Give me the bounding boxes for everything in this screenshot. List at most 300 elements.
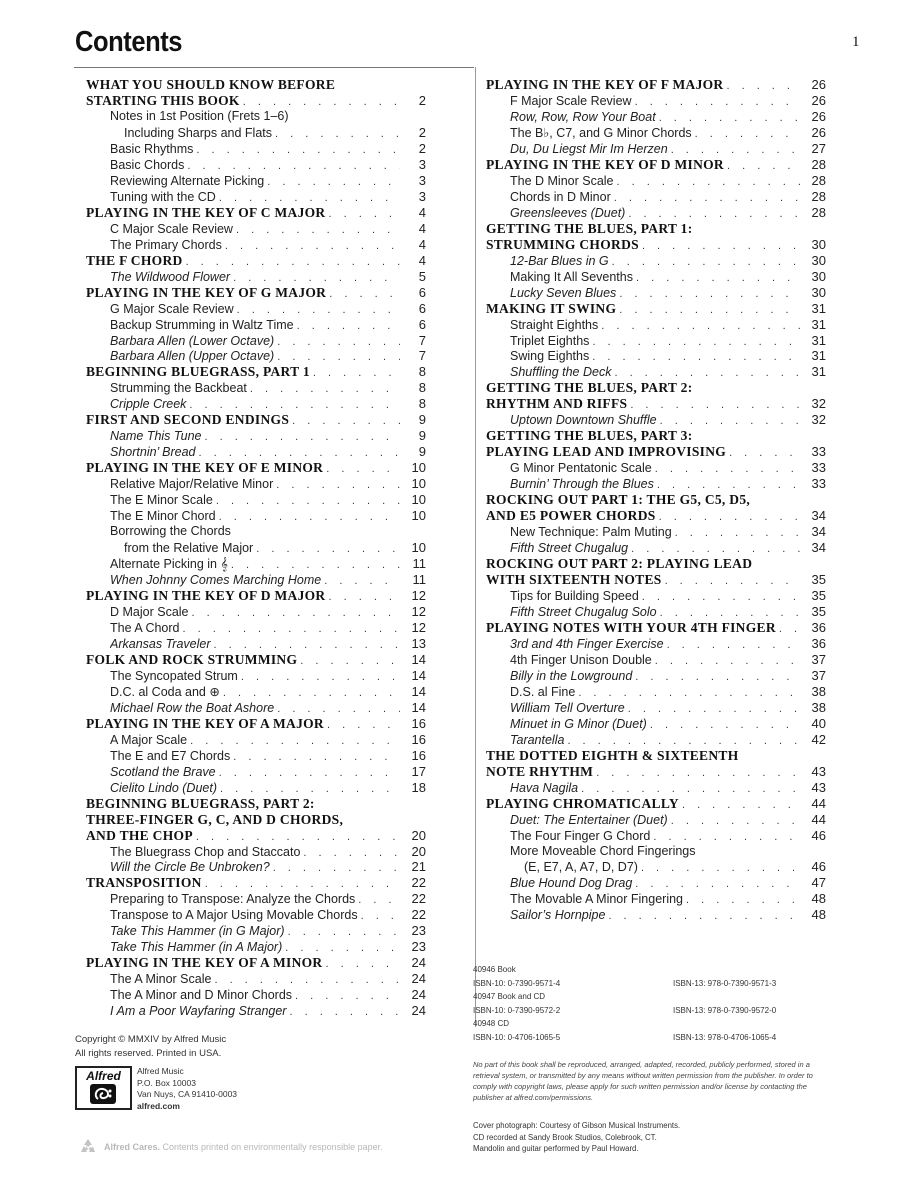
publisher-website: alfred.com (137, 1100, 180, 1111)
isbn-13: ISBN-13: 978-0-4706-1065-4 (673, 1032, 777, 1042)
toc-section-entry (486, 748, 826, 780)
toc-page-number: 7 (418, 332, 426, 348)
toc-page-number: 38 (811, 699, 826, 715)
toc-entry-title-line: BEGINNING BLUEGRASS, PART 2: (86, 795, 315, 811)
toc-entry-title-line: GETTING THE BLUES, PART 3: (486, 428, 693, 444)
toc-entry-title: The Bluegrass Chop and Staccato (110, 844, 301, 859)
toc-page-number: 30 (811, 284, 826, 300)
dot-leader (324, 719, 400, 731)
toc-entry-title: from the Relative Major (124, 541, 254, 556)
dot-leader (183, 256, 400, 268)
toc-entry (486, 364, 826, 380)
toc-entry (86, 492, 426, 508)
toc-page-number: 42 (811, 731, 826, 747)
dot-leader (656, 112, 800, 124)
toc-page-number: 31 (811, 316, 826, 332)
dot-leader (625, 703, 800, 715)
toc-entry-title-line: THREE-FINGER G, C, AND D CHORDS, (86, 811, 344, 827)
dot-leader (614, 176, 800, 188)
toc-entry-title: Alternate Picking in 𝄞 (110, 557, 228, 572)
toc-entry (86, 476, 426, 492)
dot-leader (625, 208, 800, 220)
toc-entry (86, 221, 426, 237)
toc-entry (86, 269, 426, 285)
toc-entry (486, 716, 826, 732)
toc-section-entry (486, 620, 826, 636)
dot-leader (589, 336, 800, 348)
toc-entry-title: G Major Scale Review (110, 301, 234, 316)
toc-section-entry (86, 588, 426, 604)
dot-leader (325, 591, 400, 603)
toc-entry-title: The A Chord (110, 620, 180, 635)
toc-entry-title: Arkansas Traveler (110, 636, 211, 651)
isbn-edition-label: 40947 Book and CD (473, 992, 546, 1001)
toc-entry-title: The E and E7 Chords (110, 748, 231, 763)
toc-page-number: 12 (411, 619, 426, 635)
toc-entry-title: The D Minor Scale (510, 173, 614, 188)
isbn-edition-label: 40946 Book (473, 965, 516, 974)
toc-page-number: 23 (411, 923, 426, 939)
toc-page-number: 2 (418, 140, 426, 156)
toc-entry (486, 652, 826, 668)
toc-entry (86, 636, 426, 652)
toc-page-number: 28 (811, 204, 826, 220)
toc-entry-title: The A Minor Scale (110, 972, 212, 987)
dot-leader (593, 767, 800, 779)
toc-page-number: 44 (811, 795, 826, 811)
toc-section-entry (86, 77, 426, 109)
legal-notice: No part of this book shall be reproduced, arranged, adapted, recorded, publicly performed, stored in a retrieval system, or transmitted by any means without written permission from the publisher. In order to comply with copyright laws, please apply for such written permission and/or license by contacting the publisher at alfred.com/permissions. (473, 1060, 813, 1102)
column-divider (475, 67, 476, 1027)
toc-section-entry (86, 796, 426, 844)
toc-entry (86, 109, 426, 141)
dot-leader (662, 575, 800, 587)
toc-entry (86, 748, 426, 764)
dot-leader (575, 687, 800, 699)
toc-section-entry (86, 716, 426, 732)
toc-page-number: 14 (411, 683, 426, 699)
toc-entry (486, 668, 826, 684)
toc-page-number: 8 (418, 396, 426, 412)
dot-leader (187, 735, 400, 747)
toc-entry-title: Uptown Downtown Shuffle (510, 413, 657, 428)
toc-page-number: 18 (411, 779, 426, 795)
toc-page-number: 2 (418, 124, 426, 140)
toc-entry (86, 1003, 426, 1019)
dot-leader (321, 575, 400, 587)
toc-entry (86, 524, 426, 556)
dot-leader (326, 288, 400, 300)
toc-page-number: 31 (811, 364, 826, 380)
toc-page-number: 11 (412, 572, 426, 588)
toc-page-number: 4 (418, 204, 426, 220)
toc-page-number: 20 (411, 827, 426, 843)
isbn-list (473, 963, 813, 1044)
toc-entry (86, 189, 426, 205)
toc-section-entry (486, 428, 826, 460)
dot-leader (274, 336, 400, 348)
toc-entry (86, 157, 426, 173)
isbn-10: ISBN-10: 0-7390-9571-4 (473, 978, 561, 988)
dot-leader (647, 719, 800, 731)
toc-section-entry (86, 205, 426, 221)
dot-leader (628, 543, 800, 555)
dot-leader (273, 479, 400, 491)
toc-page-number: 14 (411, 699, 426, 715)
toc-entry-title: Take This Hammer (in A Major) (110, 940, 283, 955)
dot-leader (657, 607, 800, 619)
toc-entry (86, 556, 426, 572)
isbn-number-row (473, 977, 813, 991)
dot-leader (616, 288, 800, 300)
toc-page-number: 32 (811, 396, 826, 412)
toc-page-number: 16 (411, 747, 426, 763)
toc-entry-title: Michael Row the Boat Ashore (110, 700, 275, 715)
toc-entry-title-line: GETTING THE BLUES, PART 2: (486, 380, 693, 396)
toc-entry-title: Cielito Lindo (Duet) (110, 780, 217, 795)
toc-entry (486, 109, 826, 125)
dot-leader (664, 639, 800, 651)
toc-entry-title: Take This Hammer (in G Major) (110, 924, 285, 939)
toc-page-number: 37 (811, 651, 826, 667)
dot-leader (672, 527, 800, 539)
toc-entry (486, 125, 826, 141)
dot-leader (282, 942, 400, 954)
toc-entry (86, 508, 426, 524)
toc-entry-title: A Major Scale (110, 732, 188, 747)
isbn-number-row (473, 1004, 813, 1018)
dot-leader (323, 958, 401, 970)
toc-entry-title: AND E5 POWER CHORDS (486, 508, 656, 524)
toc-page-number: 43 (811, 763, 826, 779)
page-title: Contents (75, 26, 183, 58)
toc-section-entry (86, 253, 426, 269)
dot-leader (639, 591, 800, 603)
isbn-13: ISBN-13: 978-0-7390-9571-3 (673, 978, 777, 988)
toc-entry-title: Reviewing Alternate Picking (110, 173, 265, 188)
toc-entry-title: C Major Scale Review (110, 221, 233, 236)
toc-entry-title: MAKING IT SWING (486, 300, 617, 316)
toc-entry-title: Will the Circle Be Unbroken? (110, 860, 270, 875)
toc-page-number: 48 (811, 891, 826, 907)
toc-entry-title: PLAYING IN THE KEY OF E MINOR (86, 460, 324, 476)
toc-entry-title: Shortnin’ Bread (110, 445, 196, 460)
toc-page-number: 34 (811, 524, 826, 540)
toc-entry-title: New Technique: Palm Muting (510, 525, 672, 540)
toc-entry (86, 604, 426, 620)
toc-entry-title-line: GETTING THE BLUES, PART 1: (486, 220, 693, 236)
toc-entry (86, 971, 426, 987)
dot-leader (272, 128, 400, 140)
publisher-name: Alfred Music (137, 1066, 184, 1076)
toc-entry (86, 939, 426, 955)
toc-entry (86, 141, 426, 157)
toc-page-number: 47 (811, 875, 826, 891)
toc-page-number: 26 (811, 108, 826, 124)
toc-entry-title: The Primary Chords (110, 237, 222, 252)
toc-section-entry (486, 221, 826, 253)
credits (473, 1120, 818, 1155)
toc-entry (486, 540, 826, 556)
toc-page-number: 24 (411, 987, 426, 1003)
dot-leader (286, 1006, 400, 1018)
toc-entry-title: RHYTHM AND RIFFS (486, 396, 628, 412)
toc-entry (86, 987, 426, 1003)
dot-leader (723, 80, 800, 92)
page-number: 1 (852, 34, 860, 50)
toc-entry-title: Backup Strumming in Waltz Time (110, 317, 294, 332)
toc-entry (486, 875, 826, 891)
toc-page-number: 26 (811, 92, 826, 108)
dot-leader (325, 208, 400, 220)
toc-entry-title: STARTING THIS BOOK (86, 92, 240, 108)
toc-entry (486, 173, 826, 189)
dot-leader (216, 767, 400, 779)
toc-entry-title: TRANSPOSITION (86, 875, 202, 891)
toc-page-number: 28 (811, 188, 826, 204)
toc-page-number: 6 (418, 284, 426, 300)
dot-leader (605, 910, 800, 922)
toc-entry-title: I Am a Poor Wayfaring Stranger (110, 1004, 287, 1019)
toc-page-number: 36 (811, 635, 826, 651)
toc-section-entry (86, 460, 426, 476)
dot-leader (240, 96, 400, 108)
toc-entry (486, 732, 826, 748)
toc-page-number: 13 (411, 635, 426, 651)
toc-entry (486, 907, 826, 923)
toc-entry (86, 891, 426, 907)
toc-entry-title: The Movable A Minor Fingering (510, 892, 684, 907)
dot-leader (598, 320, 800, 332)
toc-entry (86, 684, 426, 700)
dot-leader (234, 304, 400, 316)
dot-leader (292, 990, 400, 1002)
toc-entry (86, 859, 426, 875)
toc-entry-title: Burnin’ Through the Blues (510, 477, 654, 492)
toc-entry-title-line: ROCKING OUT PART 1: THE G5, C5, D5, (486, 492, 751, 508)
toc-entry (486, 141, 826, 157)
dot-leader (195, 447, 400, 459)
toc-page-number: 17 (411, 763, 426, 779)
toc-entry-title: Tuning with the CD (110, 189, 216, 204)
recycle-icon (78, 1137, 98, 1157)
toc-entry (486, 348, 826, 364)
toc-page-number: 34 (811, 508, 826, 524)
toc-entry-title: PLAYING IN THE KEY OF G MAJOR (86, 284, 327, 300)
toc-entry-title: Name This Tune (110, 429, 202, 444)
toc-entry-title: The E Minor Chord (110, 509, 216, 524)
isbn-10: ISBN-10: 0-7390-9572-2 (473, 1005, 561, 1015)
toc-page-number: 46 (811, 827, 826, 843)
toc-entry-title: Cripple Creek (110, 397, 187, 412)
dot-leader (253, 543, 400, 555)
toc-entry (86, 923, 426, 939)
toc-page-number: 16 (411, 715, 426, 731)
toc-page-number: 46 (811, 859, 826, 875)
toc-page-number: 31 (811, 348, 826, 364)
toc-entry (486, 780, 826, 796)
toc-page-number: 8 (418, 380, 426, 396)
toc-entry-title: 3rd and 4th Finger Exercise (510, 636, 664, 651)
toc-entry (486, 333, 826, 349)
toc-entry-title-line: Borrowing the Chords (110, 524, 231, 539)
dot-leader (652, 463, 800, 475)
toc-page-number: 6 (418, 300, 426, 316)
toc-section-entry (486, 492, 826, 524)
toc-page-number: 10 (411, 540, 426, 556)
toc-entry-title: PLAYING IN THE KEY OF A MAJOR (86, 715, 324, 731)
toc-page-number: 38 (811, 683, 826, 699)
toc-entry (486, 891, 826, 907)
toc-entry-title: Hava Nagila (510, 780, 579, 795)
toc-page-number: 30 (811, 268, 826, 284)
dot-leader (589, 351, 800, 363)
toc-entry (486, 700, 826, 716)
dot-leader (294, 320, 400, 332)
toc-entry (486, 412, 826, 428)
toc-page-number: 2 (418, 92, 426, 108)
toc-entry-title: The Four Finger G Chord (510, 828, 651, 843)
dot-leader (211, 974, 400, 986)
toc-section-entry (86, 364, 426, 380)
toc-entry-title: PLAYING LEAD AND IMPROVISING (486, 444, 727, 460)
toc-page-number: 43 (811, 779, 826, 795)
toc-section-entry (86, 285, 426, 301)
toc-entry-title: F Major Scale Review (510, 93, 632, 108)
toc-page-number: 26 (811, 77, 826, 92)
toc-entry-title-line: More Moveable Chord Fingerings (510, 843, 696, 858)
toc-page-number: 35 (811, 603, 826, 619)
toc-page-number: 3 (418, 188, 426, 204)
dot-leader (216, 511, 400, 523)
toc-page-number: 9 (418, 444, 426, 460)
toc-entry (486, 253, 826, 269)
toc-entry (486, 205, 826, 221)
toc-page-number: 31 (811, 332, 826, 348)
dot-leader (270, 862, 400, 874)
toc-page-number: 34 (811, 540, 826, 556)
clef-logo-icon (89, 1083, 117, 1105)
isbn-13: ISBN-13: 978-0-7390-9572-0 (673, 1005, 777, 1015)
toc-entry-title: PLAYING IN THE KEY OF C MAJOR (86, 204, 326, 220)
toc-entry-title: D.C. al Coda and ⊕ (110, 684, 220, 699)
dot-leader (632, 671, 800, 683)
toc-entry-title: FIRST AND SECOND ENDINGS (86, 412, 290, 428)
toc-page-number: 33 (811, 460, 826, 476)
dot-leader (616, 304, 800, 316)
toc-page-number: 14 (411, 667, 426, 683)
toc-entry-title: Straight Eighths (510, 317, 599, 332)
toc-entry-title: Including Sharps and Flats (124, 125, 273, 140)
toc-entry-title-line: WHAT YOU SHOULD KNOW BEFORE (86, 77, 336, 92)
toc-page-number: 24 (411, 1003, 426, 1019)
toc-page-number: 22 (411, 891, 426, 907)
toc-page-number: 9 (418, 428, 426, 444)
toc-entry-title: Sailor’s Hornpipe (510, 908, 606, 923)
toc-section-entry (486, 157, 826, 173)
toc-entry (86, 844, 426, 860)
toc-entry-title: Scotland the Brave (110, 764, 216, 779)
toc-entry-title: PLAYING IN THE KEY OF D MINOR (486, 156, 724, 172)
toc-entry-title: The Wildwood Flower (110, 269, 231, 284)
toc-page-number: 35 (811, 588, 826, 603)
toc-entry (486, 524, 826, 540)
toc-page-number: 4 (418, 252, 426, 268)
copyright-line: Copyright © MMXIV by Alfred Music (75, 1034, 227, 1045)
toc-section-entry (86, 955, 426, 971)
dot-leader (652, 655, 800, 667)
toc-page-number: 14 (411, 651, 426, 667)
dot-leader (247, 383, 400, 395)
toc-page-number: 24 (411, 971, 426, 987)
dot-leader (297, 655, 400, 667)
toc-entry (486, 269, 826, 285)
dot-leader (193, 831, 400, 843)
toc-entry (486, 828, 826, 844)
toc-entry (486, 460, 826, 476)
toc-entry (86, 572, 426, 588)
toc-page-number: 4 (418, 236, 426, 252)
toc-entry (86, 173, 426, 189)
toc-section-entry (86, 875, 426, 891)
toc-entry (486, 844, 826, 876)
publisher-city: Van Nuys, CA 91410-0003 (137, 1089, 238, 1099)
toc-section-entry (86, 652, 426, 668)
toc-page-number: 33 (811, 476, 826, 492)
toc-entry (86, 380, 426, 396)
toc-page-number: 4 (418, 220, 426, 236)
toc-page-number: 8 (418, 364, 426, 380)
dot-leader (657, 415, 800, 427)
toc-entry (86, 237, 426, 253)
toc-entry (486, 476, 826, 492)
dot-leader (668, 815, 800, 827)
toc-entry (86, 780, 426, 796)
toc-entry-title: PLAYING IN THE KEY OF A MINOR (86, 955, 323, 971)
toc-entry-title: Strumming the Backbeat (110, 381, 247, 396)
toc-entry-title: Basic Chords (110, 157, 185, 172)
toc-entry (486, 93, 826, 109)
toc-page-number: 6 (418, 316, 426, 332)
toc-section-entry (486, 301, 826, 317)
toc-entry-title: STRUMMING CHORDS (486, 236, 639, 252)
toc-page-number: 23 (411, 939, 426, 955)
toc-page-number: 48 (811, 907, 826, 923)
toc-page-number: 44 (811, 811, 826, 827)
toc-entry (86, 700, 426, 716)
dot-leader (222, 240, 400, 252)
dot-leader (228, 559, 400, 571)
toc-page-number: 5 (418, 268, 426, 284)
toc-entry-title: G Minor Pentatonic Scale (510, 461, 652, 476)
toc-page-number: 27 (811, 140, 826, 156)
dot-leader (310, 367, 400, 379)
dot-leader (238, 671, 400, 683)
toc-entry-title: The Syncopated Strum (110, 668, 238, 683)
toc-page-number: 24 (411, 955, 426, 971)
toc-entry-title: Basic Rhythms (110, 141, 194, 156)
dot-leader (609, 256, 800, 268)
toc-entry-title: Swing Eighths (510, 349, 590, 364)
alfred-logo (75, 1066, 132, 1110)
toc-entry-title: Preparing to Transpose: Analyze the Chords (110, 892, 356, 907)
toc-entry-title: BEGINNING BLUEGRASS, PART 1 (86, 364, 310, 380)
toc-entry-title: PLAYING IN THE KEY OF F MAJOR (486, 77, 724, 92)
toc-entry-title: Barbara Allen (Lower Octave) (110, 333, 275, 348)
toc-entry-title: Chords in D Minor (510, 189, 611, 204)
toc-page-number: 28 (811, 172, 826, 188)
toc-entry-title-line: THE DOTTED EIGHTH & SIXTEENTH (486, 747, 739, 763)
